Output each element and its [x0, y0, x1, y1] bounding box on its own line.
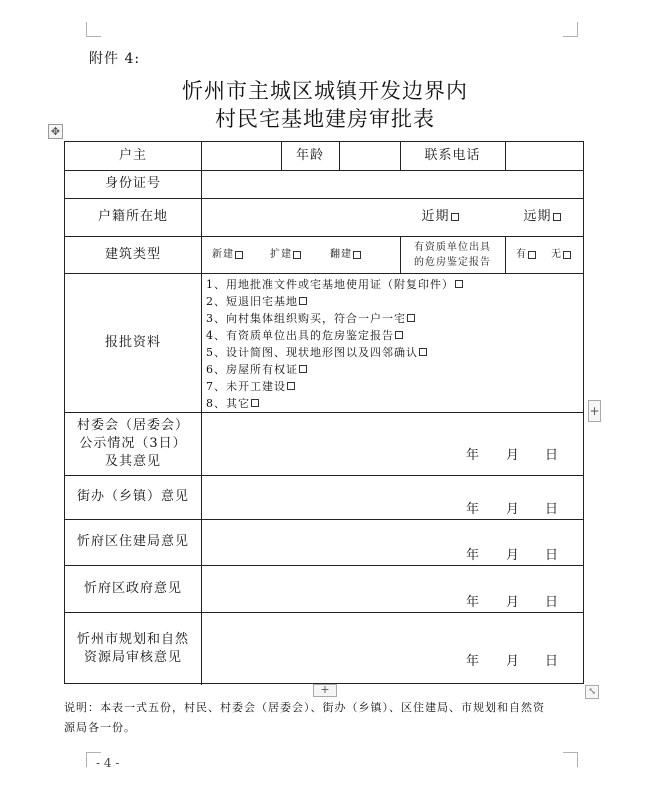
footnote [64, 698, 588, 738]
subdistrict-label: 街办（乡镇）意见 [76, 489, 189, 504]
phone-field[interactable] [505, 142, 584, 170]
page-title-line1: 忻州市主城区城镇开发边界内 [182, 79, 468, 103]
checkbox-icon[interactable] [455, 280, 463, 288]
residence-label: 户籍所在地 [97, 209, 168, 224]
date-month: 月 [506, 448, 520, 463]
planning-bureau-label [65, 612, 201, 685]
checkbox-icon[interactable] [553, 213, 561, 221]
yes-label: 有 [516, 248, 527, 260]
approval-form-table [64, 141, 584, 684]
date-month: 月 [506, 548, 520, 563]
long-term-option[interactable] [517, 198, 567, 236]
page-title-line2: 村民宅基地建房审批表 [215, 107, 435, 131]
corner-mark-top-right [563, 22, 578, 37]
date-year: 年 [466, 502, 480, 517]
expand-label: 扩建 [270, 248, 292, 260]
date-day: 日 [545, 448, 559, 463]
rebuild-option[interactable] [323, 236, 368, 273]
checkbox-icon[interactable] [563, 251, 571, 259]
yes-option[interactable] [509, 236, 543, 273]
near-term-label: 近期 [421, 209, 450, 224]
checkbox-icon[interactable] [299, 365, 307, 373]
checkbox-icon[interactable] [395, 331, 403, 339]
column-divider [505, 236, 506, 273]
add-column-button[interactable]: + [588, 400, 601, 422]
page-number: - 4 - [96, 756, 120, 770]
checkbox-icon[interactable] [353, 251, 361, 259]
planning-bureau-line2: 资源局审核意见 [83, 649, 182, 665]
phone-label: 联系电话 [424, 148, 481, 163]
materials-item[interactable]: 2、短退旧宅基地 [206, 293, 307, 309]
materials-item[interactable]: 1、用地批准文件或宅基地使用证（附复印件） [206, 276, 463, 292]
danger-report-line1: 有资质单位出具 [414, 241, 491, 253]
rebuild-label: 翻建 [330, 248, 352, 260]
danger-report-label [400, 238, 505, 271]
date-day: 日 [545, 548, 559, 563]
near-term-option[interactable] [415, 198, 465, 236]
date-month: 月 [506, 654, 520, 669]
checkbox-icon[interactable] [419, 348, 427, 356]
date-day: 日 [545, 502, 559, 517]
materials-label: 报批资料 [104, 334, 161, 350]
checkbox-icon[interactable] [293, 251, 301, 259]
corner-mark-top-left [86, 22, 101, 37]
materials-item[interactable]: 5、设计简图、现状地形图以及四邻确认 [206, 344, 427, 360]
danger-report-line2: 的危房鉴定报告 [414, 256, 491, 268]
date-year: 年 [466, 448, 480, 463]
date-month: 月 [506, 502, 520, 517]
date-year: 年 [466, 595, 480, 610]
housing-bureau-label: 忻府区住建局意见 [76, 534, 189, 549]
new-build-label: 新建 [212, 248, 234, 260]
materials-item[interactable]: 4、有资质单位出具的危房鉴定报告 [206, 327, 403, 343]
expand-option[interactable] [263, 236, 308, 273]
owner-field[interactable] [201, 142, 281, 170]
footnote-line1: 说明：本表一式五份，村民、村委会（居委会）、街办（乡镇）、区住建局、市规划和自然资 [64, 701, 545, 714]
date-day: 日 [545, 595, 559, 610]
date-year: 年 [466, 654, 480, 669]
add-row-button[interactable]: + [313, 684, 337, 697]
footnote-line2: 源局各一份。 [64, 721, 136, 734]
checkbox-icon[interactable] [407, 314, 415, 322]
age-label: 年龄 [295, 148, 324, 163]
date-year: 年 [466, 548, 480, 563]
corner-mark-bottom-right [563, 752, 578, 767]
district-government-label: 忻府区政府意见 [83, 580, 182, 596]
village-committee-label [65, 412, 201, 475]
checkbox-icon[interactable] [251, 399, 259, 407]
checkbox-icon[interactable] [528, 251, 536, 259]
column-divider [201, 142, 202, 685]
checkbox-icon[interactable] [235, 251, 243, 259]
materials-item[interactable]: 3、向村集体组织购买，符合一户一宅 [206, 310, 415, 326]
attachment-label: 附件 4: [89, 51, 141, 67]
village-committee-line2: 公示情况（3日） [79, 435, 187, 451]
materials-item[interactable]: 7、未开工建设 [206, 378, 295, 394]
resize-handle-icon[interactable]: ⤡ [585, 685, 599, 699]
village-committee-line3: 及其意见 [104, 453, 161, 469]
age-field[interactable] [339, 142, 400, 170]
date-month: 月 [506, 595, 520, 610]
id-number-label: 身份证号 [104, 176, 161, 191]
checkbox-icon[interactable] [451, 213, 459, 221]
date-day: 日 [545, 654, 559, 669]
no-label: 无 [551, 248, 562, 260]
owner-label: 户主 [118, 148, 147, 163]
build-type-label: 建筑类型 [104, 246, 161, 262]
new-build-option[interactable] [205, 236, 250, 273]
long-term-label: 远期 [523, 209, 552, 224]
checkbox-icon[interactable] [299, 297, 307, 305]
materials-item[interactable]: 8、其它 [206, 395, 259, 411]
planning-bureau-line1: 忻州市规划和自然 [76, 631, 189, 647]
checkbox-icon[interactable] [287, 382, 295, 390]
materials-item[interactable]: 6、房屋所有权证 [206, 361, 307, 377]
no-option[interactable] [543, 236, 579, 273]
id-number-field[interactable] [201, 170, 584, 198]
table-move-handle-icon[interactable]: ✥ [48, 124, 63, 139]
village-committee-line1: 村委会（居委会） [76, 417, 189, 433]
